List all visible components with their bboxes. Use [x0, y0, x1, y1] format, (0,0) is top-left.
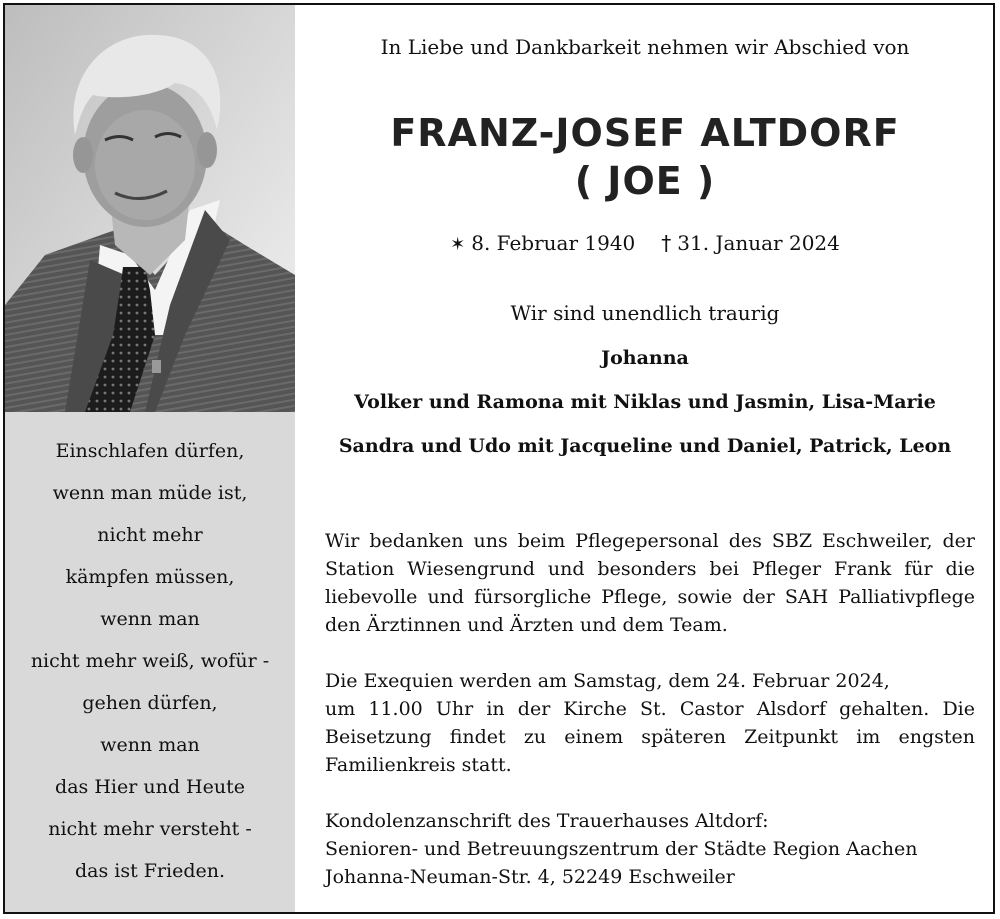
text-line: Familienkreis statt. — [325, 754, 512, 776]
name-line-2: ( JOE ) — [574, 159, 716, 203]
poem-line: nicht mehr versteht - — [48, 818, 252, 840]
obituary-frame — [3, 3, 995, 914]
poem — [5, 430, 295, 892]
poem-line: nicht mehr — [97, 524, 203, 546]
poem-line: Einschlafen dürfen, — [55, 440, 245, 462]
portrait-illustration — [5, 5, 295, 412]
family-line: Johanna — [601, 347, 689, 369]
left-column — [5, 5, 295, 912]
poem-line: wenn man — [100, 608, 200, 630]
deceased-name — [295, 109, 995, 205]
exequies-paragraph — [325, 667, 975, 779]
address-paragraph — [325, 807, 975, 891]
family-line: Sandra und Udo mit Jacqueline und Daniel, Patrick, Leon — [338, 435, 952, 457]
portrait-photo — [5, 5, 295, 412]
text-line: Kondolenzanschrift des Trauerhauses Altdorf: — [325, 810, 769, 832]
poem-line: das Hier und Heute — [55, 776, 245, 798]
family-line: Volker und Ramona mit Niklas und Jasmin, Lisa-Marie — [354, 391, 936, 413]
death-date: 31. Januar 2024 — [677, 231, 840, 255]
cross-icon: † — [661, 231, 672, 255]
poem-line: wenn man müde ist, — [52, 482, 248, 504]
intro-text: In Liebe und Dankbarkeit nehmen wir Abschied von — [380, 35, 910, 59]
text-line: Beisetzung findet zu einem späteren Zeitpunkt im engsten — [325, 726, 975, 748]
text-line: Wir bedanken uns beim Pflegepersonal des SBZ Eschweiler, der — [325, 530, 975, 552]
text-line: Johanna-Neuman-Str. 4, 52249 Eschweiler — [325, 866, 735, 888]
poem-line: das ist Frieden. — [74, 860, 226, 882]
thanks-paragraph — [325, 527, 975, 639]
poem-line: wenn man — [100, 734, 200, 756]
poem-line: gehen dürfen, — [82, 692, 218, 714]
name-line-1: FRANZ-JOSEF ALTDORF — [390, 111, 900, 155]
text-line: Senioren- und Betreuungszentrum der Städte Region Aachen — [325, 838, 918, 860]
life-dates — [295, 231, 995, 255]
mourning-text: Wir sind unendlich traurig — [510, 301, 780, 325]
text-line: Station Wiesengrund und besonders bei Pfleger Frank für die — [325, 558, 975, 580]
poem-line: kämpfen müssen, — [65, 566, 235, 588]
birth-date: 8. Februar 1940 — [471, 231, 636, 255]
text-line: den Ärztinnen und Ärzten und dem Team. — [325, 614, 728, 636]
text-line: liebevolle und fürsorgliche Pflege, sowie der SAH Palliativpflege — [325, 586, 975, 608]
right-column — [295, 5, 995, 912]
star-icon: ✶ — [450, 234, 466, 255]
text-line: um 11.00 Uhr in der Kirche St. Castor Alsdorf gehalten. Die — [325, 698, 975, 720]
text-line: Die Exequien werden am Samstag, dem 24. Februar 2024, — [325, 670, 890, 692]
poem-line: nicht mehr weiß, wofür - — [30, 650, 270, 672]
